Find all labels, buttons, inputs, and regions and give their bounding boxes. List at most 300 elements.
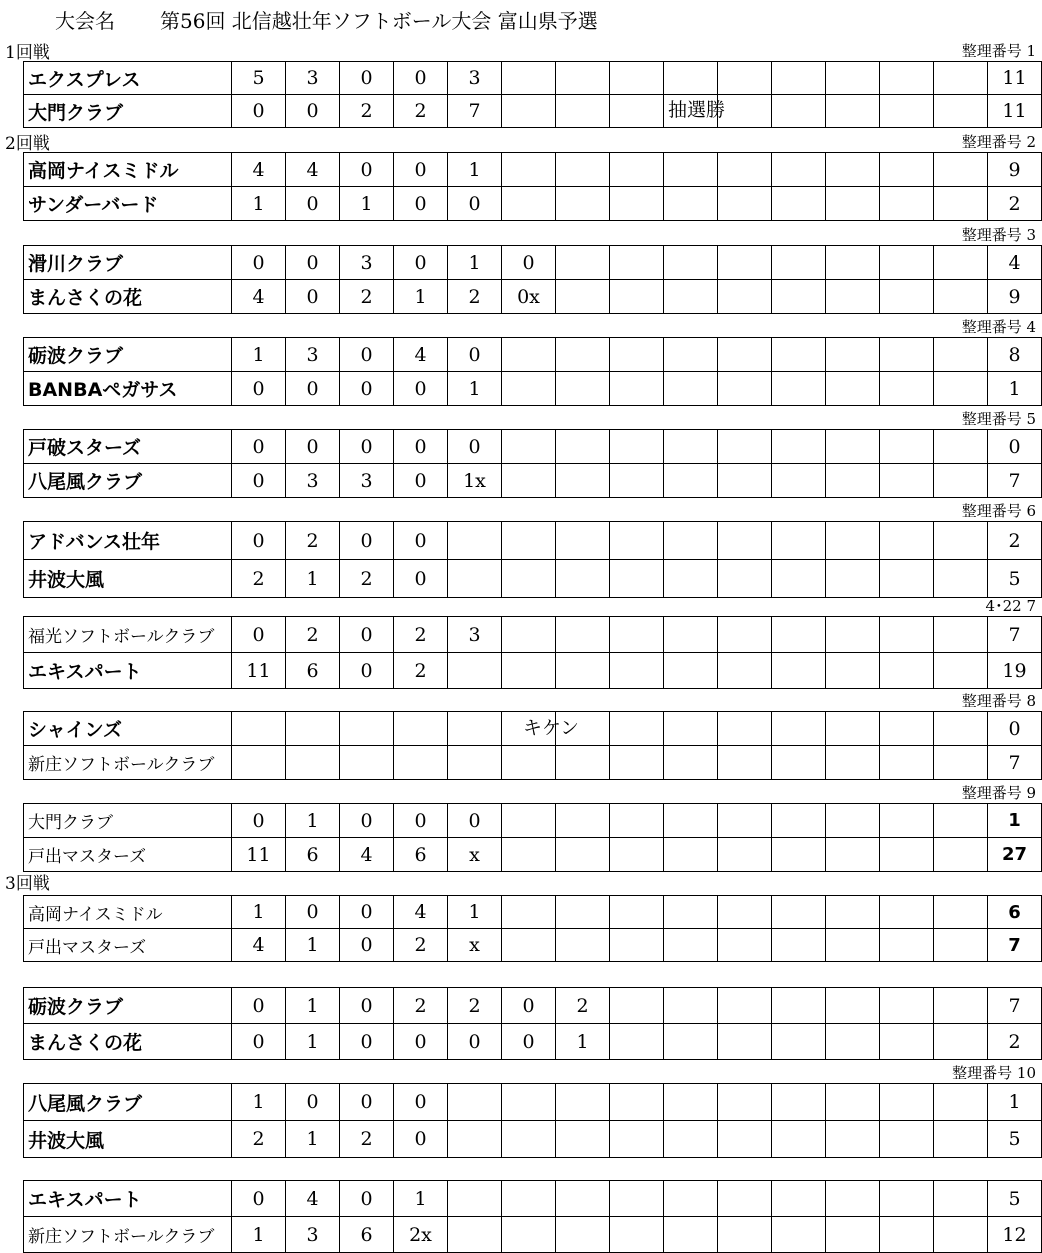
inning-score: 0 (232, 522, 286, 560)
inning-score (718, 896, 772, 929)
inning-score: 2 (340, 280, 394, 314)
inning-score (718, 62, 772, 95)
inning-score: 7 (448, 95, 502, 128)
inning-score (826, 372, 880, 406)
game-scoreboard-9 (23, 803, 1042, 872)
game-number: 整理番号 1 (961, 42, 1036, 60)
inning-score: 2 (340, 1121, 394, 1158)
total-score: 1 (988, 372, 1042, 406)
inning-score (934, 372, 988, 406)
inning-score: 3 (286, 62, 340, 95)
game-number: 整理番号 3 (961, 226, 1036, 244)
inning-score: 0 (232, 95, 286, 128)
inning-score: 1x (448, 464, 502, 498)
inning-score (880, 988, 934, 1024)
inning-score (934, 522, 988, 560)
inning-score: 4 (232, 929, 286, 962)
inning-score: 0 (340, 62, 394, 95)
team-row (24, 617, 1042, 653)
inning-score (880, 1181, 934, 1217)
inning-score: 5 (232, 62, 286, 95)
inning-score: 0 (340, 1084, 394, 1121)
game-number: 整理番号 9 (961, 784, 1036, 802)
inning-score (556, 804, 610, 838)
inning-score (772, 560, 826, 598)
inning-score (232, 746, 286, 780)
inning-score (880, 338, 934, 372)
inning-score (610, 1084, 664, 1121)
team-name: まんさくの花 (24, 280, 232, 314)
inning-score (934, 187, 988, 221)
inning-score (826, 1084, 880, 1121)
inning-score (448, 653, 502, 689)
inning-score (502, 838, 556, 872)
inning-score (772, 1024, 826, 1060)
team-name: アドバンス壮年 (24, 522, 232, 560)
inning-score: 1 (232, 1084, 286, 1121)
inning-score (394, 712, 448, 746)
inning-score (718, 804, 772, 838)
inning-score (610, 1217, 664, 1253)
inning-score (664, 372, 718, 406)
inning-score (610, 464, 664, 498)
inning-score (502, 560, 556, 598)
inning-score (772, 187, 826, 221)
inning-score (826, 712, 880, 746)
inning-score (718, 153, 772, 187)
inning-score (772, 153, 826, 187)
inning-score (880, 1121, 934, 1158)
inning-score: 0x (502, 280, 556, 314)
team-name: 大門クラブ (24, 95, 232, 128)
inning-score: 4 (286, 153, 340, 187)
inning-score (610, 746, 664, 780)
inning-score: 0 (286, 1084, 340, 1121)
inning-score (880, 280, 934, 314)
team-row (24, 464, 1042, 498)
inning-score (610, 560, 664, 598)
game-number: 整理番号 10 (952, 1064, 1036, 1082)
team-row (24, 338, 1042, 372)
inning-score (448, 560, 502, 598)
team-row (24, 1181, 1042, 1217)
total-score: 19 (988, 653, 1042, 689)
inning-score: 0 (448, 1024, 502, 1060)
total-score: 0 (988, 430, 1042, 464)
inning-score (718, 560, 772, 598)
inning-score (934, 246, 988, 280)
inning-score (664, 988, 718, 1024)
inning-score: 1 (286, 988, 340, 1024)
inning-score (934, 1121, 988, 1158)
inning-score (826, 896, 880, 929)
inning-score: 0 (394, 560, 448, 598)
inning-score (664, 838, 718, 872)
inning-score (934, 1084, 988, 1121)
inning-score (826, 560, 880, 598)
inning-score (556, 1181, 610, 1217)
inning-score: 1 (286, 560, 340, 598)
game-note: キケン (523, 717, 580, 739)
inning-score: 1 (232, 1217, 286, 1253)
inning-score (772, 838, 826, 872)
inning-score: 0 (286, 896, 340, 929)
team-name: BANBAペガサス (24, 372, 232, 406)
inning-score (718, 1084, 772, 1121)
inning-score (934, 1217, 988, 1253)
team-row (24, 896, 1042, 929)
inning-score: 6 (394, 838, 448, 872)
inning-score: 1 (232, 338, 286, 372)
inning-score (556, 153, 610, 187)
inning-score (772, 464, 826, 498)
team-name: エキスパート (24, 653, 232, 689)
inning-score (718, 1181, 772, 1217)
total-score: 4 (988, 246, 1042, 280)
inning-score (664, 187, 718, 221)
team-name: 福光ソフトボールクラブ (24, 617, 232, 653)
inning-score: 0 (232, 617, 286, 653)
total-score: 7 (988, 464, 1042, 498)
inning-score (502, 1181, 556, 1217)
team-row (24, 522, 1042, 560)
inning-score (772, 617, 826, 653)
inning-score: 4 (286, 1181, 340, 1217)
inning-score (934, 1181, 988, 1217)
total-score: 2 (988, 1024, 1042, 1060)
total-score: 8 (988, 338, 1042, 372)
inning-score (664, 1024, 718, 1060)
inning-score (718, 95, 772, 128)
inning-score (772, 338, 826, 372)
inning-score (556, 617, 610, 653)
inning-score: 1 (232, 896, 286, 929)
team-name: 大門クラブ (24, 804, 232, 838)
inning-score: 4 (340, 838, 394, 872)
inning-score: 0 (232, 372, 286, 406)
inning-score (610, 804, 664, 838)
inning-score (718, 617, 772, 653)
inning-score (880, 617, 934, 653)
inning-score (556, 522, 610, 560)
team-row (24, 838, 1042, 872)
total-score: 7 (988, 929, 1042, 962)
inning-score: 1 (394, 1181, 448, 1217)
inning-score (664, 746, 718, 780)
inning-score (718, 464, 772, 498)
inning-score: 0 (502, 988, 556, 1024)
inning-score: 0 (340, 1024, 394, 1060)
game-number: 整理番号 5 (961, 410, 1036, 428)
inning-score (448, 1181, 502, 1217)
inning-score: 0 (232, 246, 286, 280)
inning-score (502, 338, 556, 372)
inning-score: 2 (394, 929, 448, 962)
inning-score (340, 712, 394, 746)
inning-score (826, 95, 880, 128)
inning-score (826, 653, 880, 689)
inning-score (502, 95, 556, 128)
inning-score (772, 896, 826, 929)
team-row (24, 153, 1042, 187)
round-label-r1: 1回戦 (5, 43, 50, 63)
tournament-title: 第56回 北信越壮年ソフトボール大会 富山県予選 (160, 9, 598, 33)
inning-score (448, 522, 502, 560)
inning-score (232, 712, 286, 746)
team-row (24, 560, 1042, 598)
inning-score (718, 372, 772, 406)
inning-score (448, 746, 502, 780)
inning-score (502, 187, 556, 221)
inning-score (934, 153, 988, 187)
inning-score (664, 653, 718, 689)
inning-score (772, 1181, 826, 1217)
inning-score: 2 (448, 988, 502, 1024)
round-label-r3: 3回戦 (5, 874, 50, 894)
inning-score: 1 (286, 1024, 340, 1060)
inning-score (556, 62, 610, 95)
inning-score (934, 338, 988, 372)
inning-score (880, 1217, 934, 1253)
inning-score: 0 (286, 95, 340, 128)
inning-score: 1 (448, 246, 502, 280)
game-scoreboard-11 (23, 987, 1042, 1060)
inning-score (826, 430, 880, 464)
inning-score (394, 746, 448, 780)
inning-score (718, 746, 772, 780)
team-name: 新庄ソフトボールクラブ (24, 746, 232, 780)
inning-score (502, 1121, 556, 1158)
inning-score (664, 1084, 718, 1121)
inning-score: 4 (232, 153, 286, 187)
inning-score (610, 187, 664, 221)
inning-score (664, 1121, 718, 1158)
inning-score (718, 338, 772, 372)
inning-score: x (448, 929, 502, 962)
team-name: 砺波クラブ (24, 988, 232, 1024)
inning-score (610, 280, 664, 314)
inning-score: 2 (232, 560, 286, 598)
inning-score (448, 1084, 502, 1121)
total-score: 27 (988, 838, 1042, 872)
inning-score (772, 1121, 826, 1158)
inning-score: 0 (394, 1024, 448, 1060)
inning-score (826, 464, 880, 498)
inning-score: 0 (394, 372, 448, 406)
game-note: 抽選勝 (668, 99, 726, 121)
inning-score: 2 (556, 988, 610, 1024)
inning-score (880, 464, 934, 498)
inning-score (934, 838, 988, 872)
game-scoreboard-5 (23, 429, 1042, 498)
inning-score: 1 (232, 187, 286, 221)
inning-score (772, 522, 826, 560)
total-score: 11 (988, 95, 1042, 128)
inning-score: 0 (286, 372, 340, 406)
total-score: 7 (988, 746, 1042, 780)
inning-score (772, 280, 826, 314)
inning-score (880, 896, 934, 929)
team-row (24, 95, 1042, 128)
inning-score (934, 712, 988, 746)
inning-score: 2 (286, 617, 340, 653)
inning-score: 0 (286, 246, 340, 280)
inning-score: 0 (502, 246, 556, 280)
inning-score: 0 (232, 430, 286, 464)
inning-score: 2 (448, 280, 502, 314)
inning-score (826, 246, 880, 280)
inning-score (718, 653, 772, 689)
inning-score (556, 372, 610, 406)
inning-score: 0 (340, 929, 394, 962)
inning-score (934, 929, 988, 962)
inning-score (556, 338, 610, 372)
team-name: 高岡ナイスミドル (24, 153, 232, 187)
inning-score (502, 62, 556, 95)
inning-score (610, 338, 664, 372)
inning-score: 0 (340, 988, 394, 1024)
inning-score: 0 (502, 1024, 556, 1060)
inning-score (826, 838, 880, 872)
game-scoreboard-4 (23, 337, 1042, 406)
inning-score (826, 153, 880, 187)
team-row (24, 988, 1042, 1024)
inning-score (556, 187, 610, 221)
inning-score (664, 338, 718, 372)
inning-score (502, 896, 556, 929)
inning-score (556, 838, 610, 872)
inning-score (610, 712, 664, 746)
inning-score: 0 (340, 1181, 394, 1217)
inning-score (610, 1181, 664, 1217)
team-row (24, 372, 1042, 406)
inning-score: 6 (286, 838, 340, 872)
team-row (24, 746, 1042, 780)
inning-score (664, 522, 718, 560)
inning-score (664, 929, 718, 962)
inning-score (610, 929, 664, 962)
tournament-label: 大会名 (55, 9, 115, 33)
inning-score (502, 929, 556, 962)
inning-score (880, 560, 934, 598)
inning-score: 1 (556, 1024, 610, 1060)
inning-score: 0 (340, 153, 394, 187)
team-row (24, 929, 1042, 962)
inning-score (772, 653, 826, 689)
inning-score (556, 464, 610, 498)
inning-score: 3 (340, 464, 394, 498)
team-row (24, 62, 1042, 95)
inning-score: 1 (448, 372, 502, 406)
team-row (24, 1217, 1042, 1253)
inning-score (718, 522, 772, 560)
inning-score (502, 464, 556, 498)
inning-score (772, 804, 826, 838)
inning-score (664, 62, 718, 95)
inning-score (502, 372, 556, 406)
inning-score (556, 1121, 610, 1158)
inning-score (718, 430, 772, 464)
team-row (24, 1084, 1042, 1121)
inning-score: 3 (448, 617, 502, 653)
inning-score: 3 (286, 464, 340, 498)
inning-score (340, 746, 394, 780)
inning-score (934, 62, 988, 95)
team-name: 滑川クラブ (24, 246, 232, 280)
inning-score (610, 617, 664, 653)
inning-score: 4 (394, 896, 448, 929)
inning-score: 4 (232, 280, 286, 314)
inning-score (718, 246, 772, 280)
inning-score: 1 (448, 153, 502, 187)
inning-score (718, 929, 772, 962)
total-score: 1 (988, 804, 1042, 838)
inning-score (664, 896, 718, 929)
inning-score: 0 (340, 896, 394, 929)
inning-score: 2 (394, 653, 448, 689)
total-score: 5 (988, 560, 1042, 598)
inning-score (880, 372, 934, 406)
total-score: 9 (988, 280, 1042, 314)
inning-score (664, 464, 718, 498)
inning-score (556, 560, 610, 598)
team-row (24, 1024, 1042, 1060)
total-score: 7 (988, 988, 1042, 1024)
team-row (24, 280, 1042, 314)
inning-score: 2 (340, 95, 394, 128)
inning-score (556, 653, 610, 689)
inning-score (826, 1181, 880, 1217)
inning-score (880, 1084, 934, 1121)
inning-score: 0 (340, 430, 394, 464)
inning-score: 2 (286, 522, 340, 560)
inning-score (502, 653, 556, 689)
inning-score (880, 187, 934, 221)
team-name: 井波大風 (24, 560, 232, 598)
inning-score (880, 929, 934, 962)
inning-score (718, 838, 772, 872)
inning-score (880, 430, 934, 464)
inning-score (610, 1024, 664, 1060)
inning-score (610, 896, 664, 929)
inning-score: 1 (394, 280, 448, 314)
game-number: 整理番号 2 (961, 133, 1036, 151)
inning-score: 0 (232, 1024, 286, 1060)
inning-score (664, 712, 718, 746)
game-scoreboard-2 (23, 152, 1042, 221)
inning-score: 11 (232, 653, 286, 689)
inning-score (772, 430, 826, 464)
inning-score (718, 1217, 772, 1253)
inning-score: 0 (448, 430, 502, 464)
inning-score: 0 (340, 804, 394, 838)
inning-score (772, 988, 826, 1024)
inning-score: 0 (232, 464, 286, 498)
inning-score (880, 1024, 934, 1060)
game-number: 整理番号 4 (961, 318, 1036, 336)
inning-score (880, 746, 934, 780)
team-name: 井波大風 (24, 1121, 232, 1158)
inning-score: 0 (448, 804, 502, 838)
inning-score (880, 522, 934, 560)
inning-score (772, 372, 826, 406)
inning-score (610, 430, 664, 464)
inning-score: 0 (286, 280, 340, 314)
inning-score (610, 62, 664, 95)
team-name: エキスパート (24, 1181, 232, 1217)
inning-score: 0 (340, 617, 394, 653)
team-row (24, 187, 1042, 221)
